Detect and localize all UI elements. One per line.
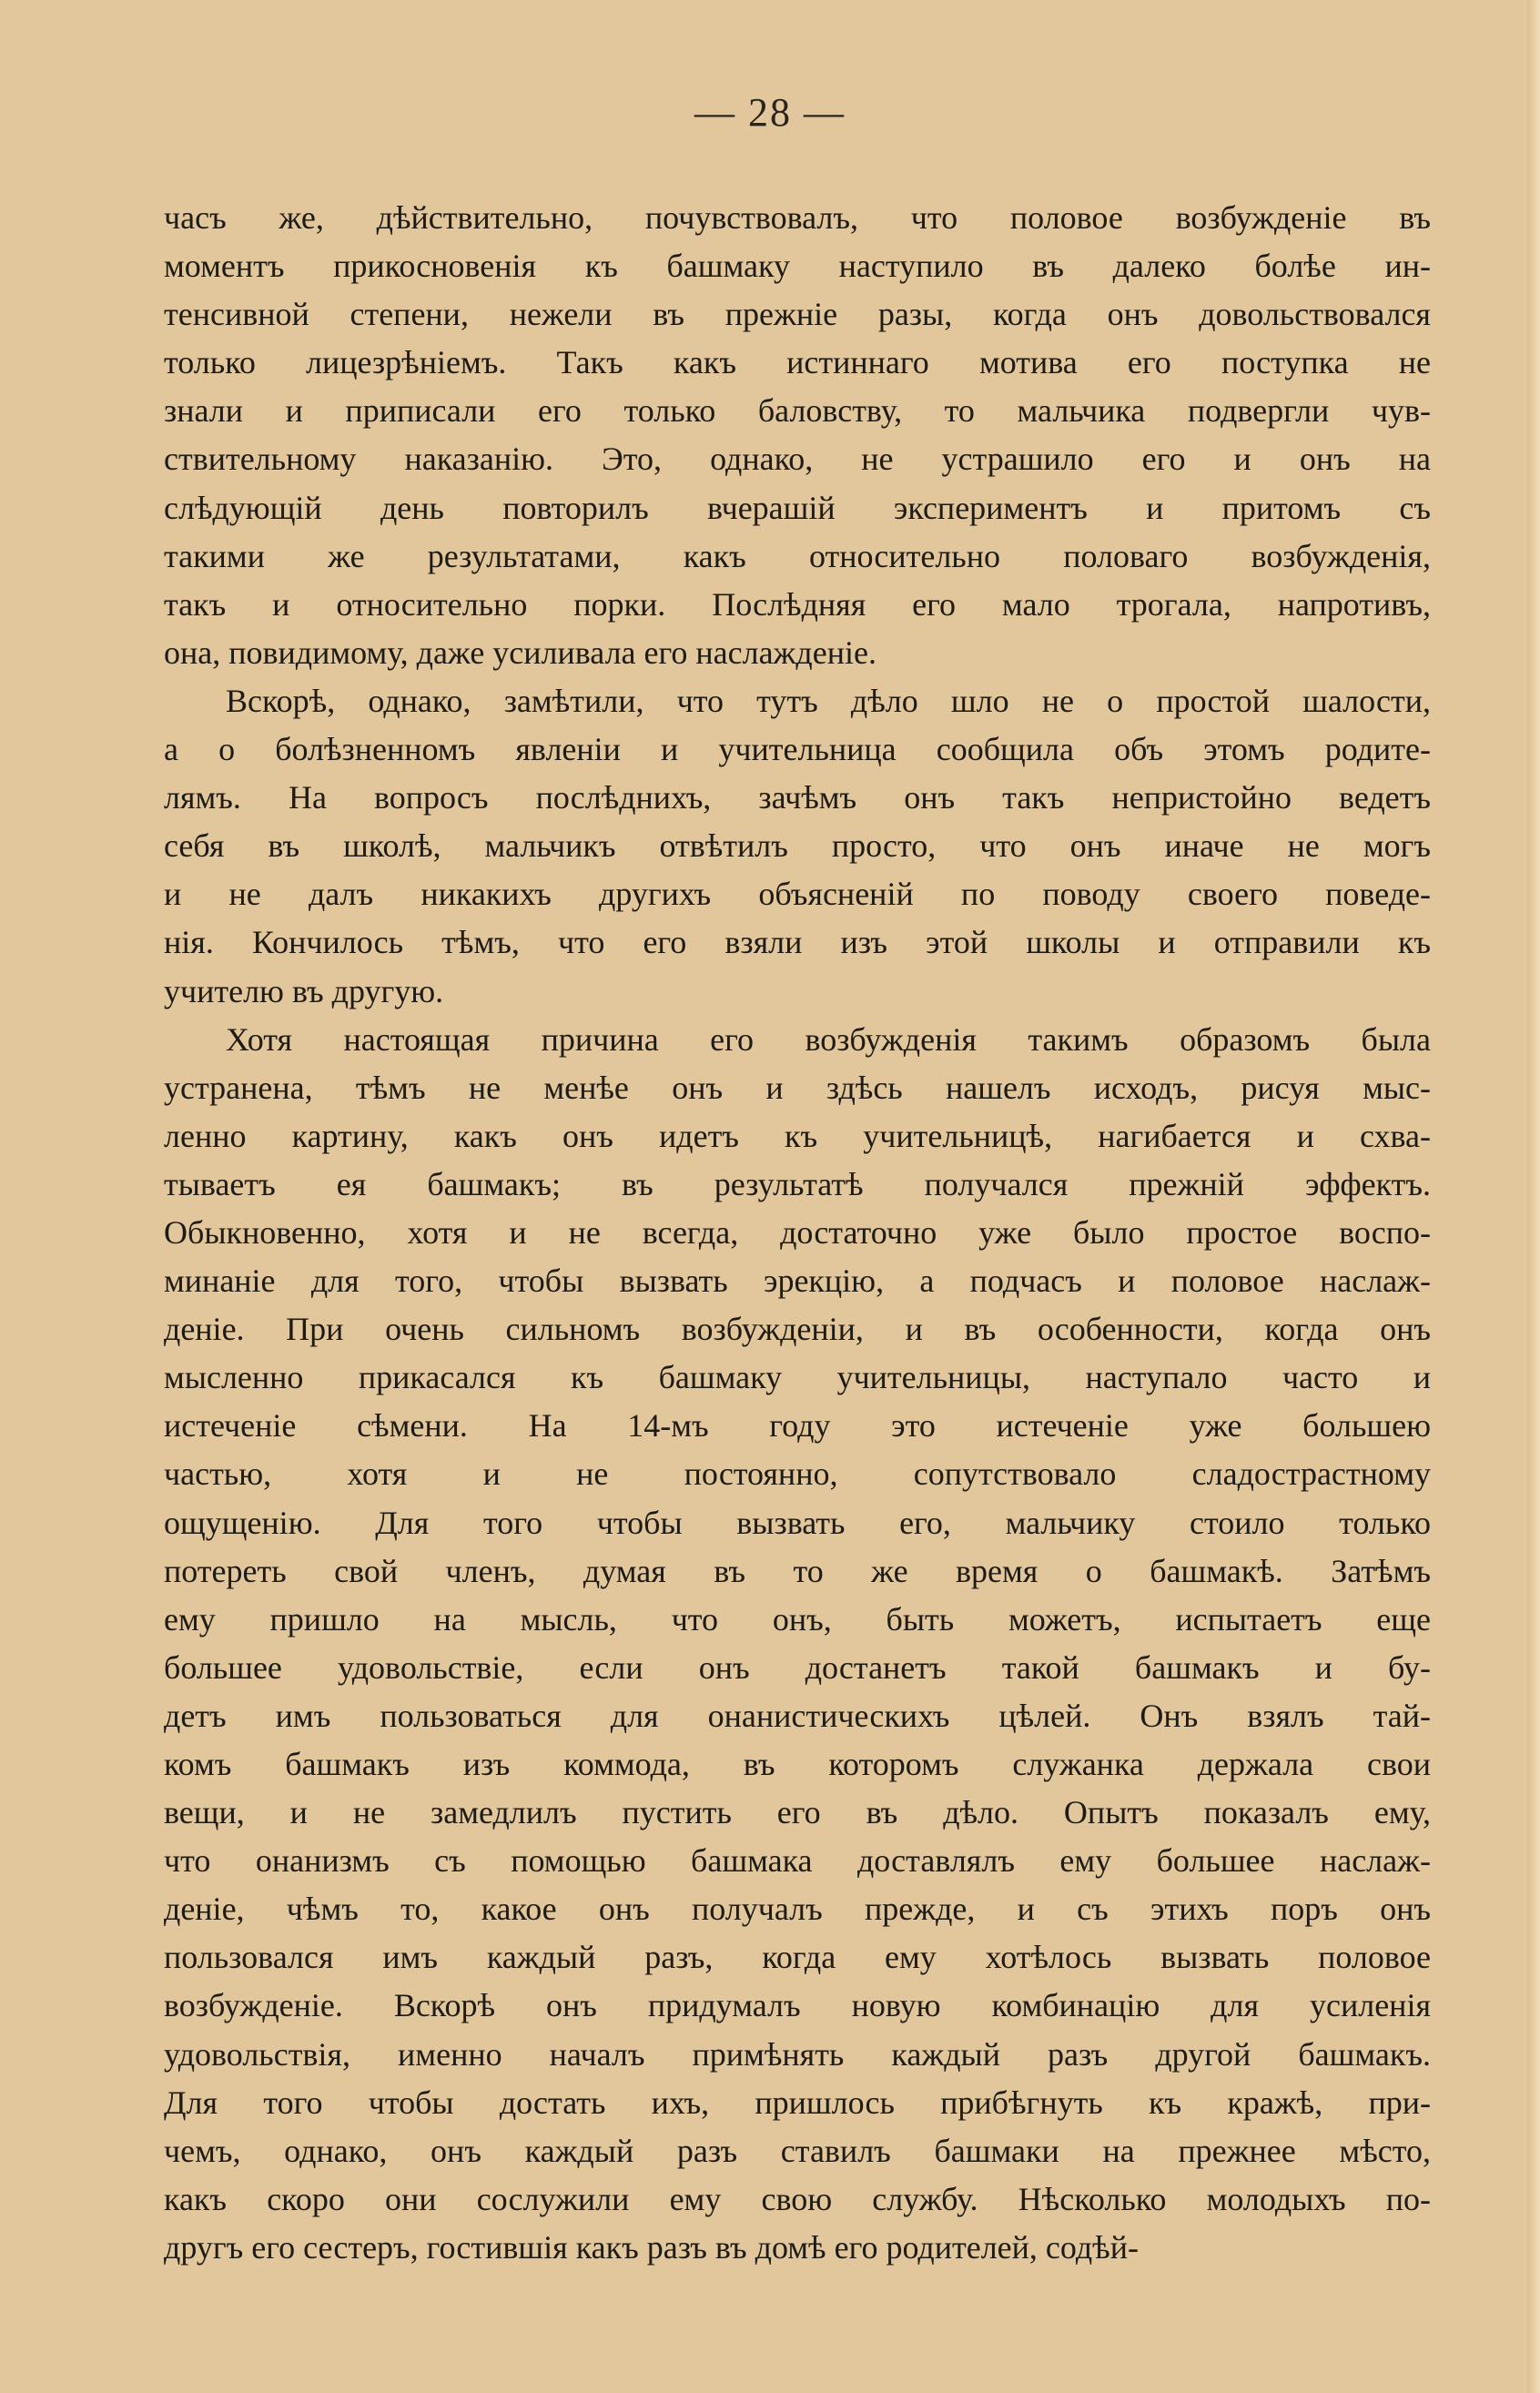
text-line: детъ имъ пользоваться для онанистическихъ цѣлей. Онъ взялъ тай-	[164, 1697, 1431, 1734]
text-line: мысленно прикасался къ башмаку учительницы, наступало часто и	[164, 1359, 1431, 1396]
paragraph-3	[164, 1016, 1431, 2272]
text-line: возбужденіе. Вскорѣ онъ придумалъ новую комбинацію для усиленія	[164, 1987, 1431, 2024]
text-line: пользовался имъ каждый разъ, когда ему хотѣлось вызвать половое	[164, 1939, 1431, 1976]
text-line: истеченіе сѣмени. На 14-мъ году это истеченіе уже большею	[164, 1407, 1431, 1445]
text-line: удовольствія, именно началъ примѣнять каждый разъ другой башмакъ.	[164, 2035, 1431, 2073]
text-line: деніе. При очень сильномъ возбужденіи, и въ особенности, когда онъ	[164, 1311, 1431, 1348]
text-line: какъ скоро они сослужили ему свою службу. Нѣсколько молодыхъ по-	[164, 2180, 1431, 2217]
paragraph-2	[164, 677, 1431, 1016]
text-line: ленно картину, какъ онъ идетъ къ учительницѣ, нагибается и схва-	[164, 1117, 1431, 1154]
text-line: только лицезрѣніемъ. Такъ какъ истиннаго мотива его поступка не	[164, 344, 1431, 381]
text-line: такъ и относительно порки. Послѣдняя его мало трогала, напротивъ,	[164, 585, 1431, 623]
text-line: такими же результатами, какъ относительно половаго возбужденія,	[164, 537, 1431, 574]
text-line: Для того чтобы достать ихъ, пришлось прибѣгнуть къ кражѣ, при-	[164, 2084, 1431, 2121]
page-edge	[1527, 0, 1540, 2393]
text-line: тываетъ ея башмакъ; въ результатѣ получался прежній эффектъ.	[164, 1165, 1431, 1202]
text-line: она, повидимому, даже усиливала его наслажденіе.	[164, 634, 876, 671]
text-line: ему пришло на мысль, что онъ, быть можетъ, испытаетъ еще	[164, 1600, 1431, 1638]
text-line: моментъ прикосновенія къ башмаку наступило въ далеко болѣе ин-	[164, 248, 1431, 285]
text-line: слѣдующій день повторилъ вчерашій экспериментъ и притомъ съ	[164, 489, 1431, 526]
text-line: устранена, тѣмъ не менѣе онъ и здѣсь нашелъ исходъ, рисуя мыс-	[164, 1069, 1431, 1106]
text-line: Вскорѣ, однако, замѣтили, что тутъ дѣло шло не о простой шалости,	[226, 682, 1431, 719]
text-line: ствительному наказанію. Это, однако, не устрашило его и онъ на	[164, 441, 1431, 478]
text-line: Обыкновенно, хотя и не всегда, достаточно уже было простое воспо-	[164, 1213, 1431, 1251]
text-line: знали и приписали его только баловству, то мальчика подвергли чув-	[164, 392, 1431, 430]
text-line: минаніе для того, чтобы вызвать эрекцію, а подчасъ и половое наслаж-	[164, 1262, 1431, 1300]
body-text	[164, 194, 1431, 2272]
text-line: что онанизмъ съ помощью башмака доставлялъ ему большее наслаж-	[164, 1842, 1431, 1880]
paragraph-1	[164, 194, 1431, 677]
text-line: комъ башмакъ изъ коммода, въ которомъ служанка держала свои	[164, 1746, 1431, 1782]
text-line: другъ его сестеръ, гостившія какъ разъ въ домѣ его родителей, содѣй-	[164, 2228, 1139, 2266]
text-line: чемъ, однако, онъ каждый разъ ставилъ башмаки на прежнее мѣсто,	[164, 2132, 1431, 2169]
text-line: часъ же, дѣйствительно, почувствовалъ, что половое возбужденіе въ	[164, 199, 1431, 236]
text-line: лямъ. На вопросъ послѣднихъ, зачѣмъ онъ такъ непристойно ведетъ	[164, 779, 1431, 816]
text-line: и не далъ никакихъ другихъ объясненій по поводу своего поведе-	[164, 876, 1431, 913]
text-line: тенсивной степени, нежели въ прежніе разы, когда онъ довольствовался	[164, 296, 1431, 333]
text-line: а о болѣзненномъ явленіи и учительница сообщила объ этомъ родите-	[164, 731, 1431, 768]
text-line: учителю въ другую.	[164, 972, 444, 1009]
text-line: себя въ школѣ, мальчикъ отвѣтилъ просто, что онъ иначе не могъ	[164, 827, 1431, 865]
text-line: Хотя настоящая причина его возбужденія такимъ образомъ была	[226, 1020, 1431, 1058]
text-line: частью, хотя и не постоянно, сопутствовало сладострастному	[164, 1455, 1431, 1493]
text-line: деніе, чѣмъ то, какое онъ получалъ прежде, и съ этихъ поръ онъ	[164, 1891, 1431, 1928]
text-line: нія. Кончилось тѣмъ, что его взяли изъ этой школы и отправили къ	[164, 924, 1431, 961]
text-line: вещи, и не замедлилъ пустить его въ дѣло. Опытъ показалъ ему,	[164, 1794, 1431, 1831]
text-line: большее удовольствіе, если онъ достанетъ такой башмакъ и бу-	[164, 1648, 1431, 1686]
text-line: ощущенію. Для того чтобы вызвать его, мальчику стоило только	[164, 1504, 1431, 1541]
page-number: — 28 —	[694, 90, 846, 135]
text-line: потереть свой членъ, думая въ то же время о башмакѣ. Затѣмъ	[164, 1552, 1431, 1589]
